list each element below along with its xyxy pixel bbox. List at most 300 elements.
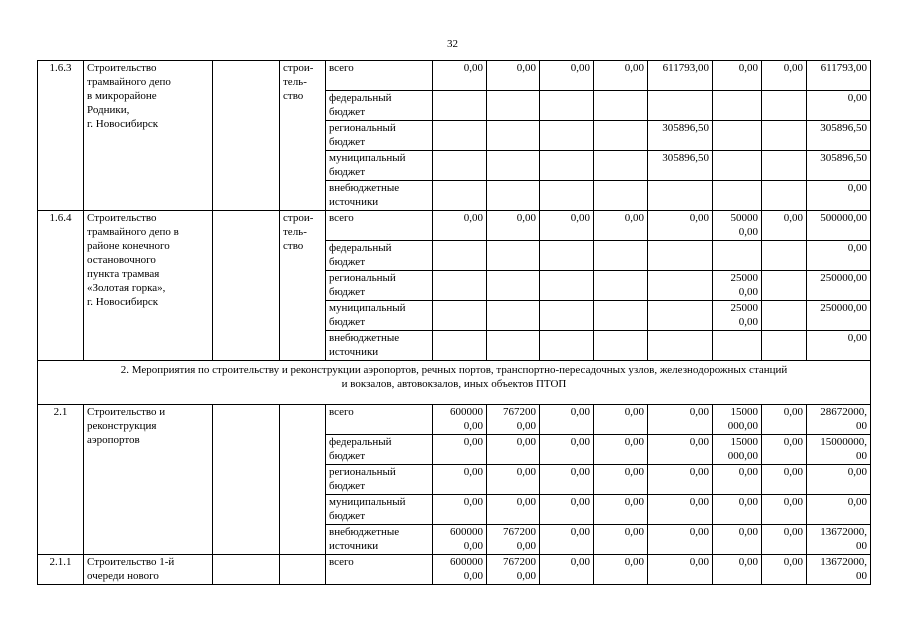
amount-cell	[594, 91, 648, 121]
amount-cell-line: 0,00	[624, 212, 644, 224]
amount-cell	[540, 331, 594, 361]
amount-cell-line: 00	[856, 420, 867, 432]
amount-cell-line: 0,00	[570, 212, 590, 224]
funding-source	[326, 211, 433, 241]
amount-cell	[713, 61, 762, 91]
item-blank	[213, 61, 280, 211]
amount-cell-line: 0,00	[847, 496, 867, 508]
amount-cell	[433, 181, 487, 211]
item-name-line: трамвайного депо	[87, 76, 171, 88]
item-name-line: очереди нового	[87, 570, 159, 582]
amount-cell-line: 0,00	[738, 286, 758, 298]
amount-cell-line: 0,00	[738, 526, 758, 538]
funding-source-line: федеральный	[329, 436, 392, 448]
amount-cell	[433, 331, 487, 361]
amount-cell	[594, 405, 648, 435]
amount-cell-line: 28672000,	[820, 406, 867, 418]
amount-cell	[487, 151, 540, 181]
amount-cell	[487, 181, 540, 211]
amount-cell	[540, 495, 594, 525]
amount-cell-line: 0,00	[783, 556, 803, 568]
item-kind-line: тель-	[283, 76, 307, 88]
amount-cell	[648, 271, 713, 301]
funding-source-line: муниципальный	[329, 152, 406, 164]
amount-cell-line: 000,00	[727, 450, 758, 462]
program-table	[37, 60, 871, 585]
funding-source-line: бюджет	[329, 136, 365, 148]
amount-cell	[807, 465, 871, 495]
amount-cell-line: 0,00	[847, 92, 867, 104]
amount-cell-line: 0,00	[847, 242, 867, 254]
amount-cell	[762, 211, 807, 241]
item-blank	[213, 405, 280, 555]
amount-cell	[807, 525, 871, 555]
amount-cell-line: 0,00	[783, 436, 803, 448]
amount-cell-line: 305896,50	[820, 122, 867, 134]
amount-cell	[713, 331, 762, 361]
amount-cell	[713, 91, 762, 121]
item-kind-line: ство	[283, 240, 304, 252]
amount-cell	[594, 465, 648, 495]
item-name-line: аэропортов	[87, 434, 140, 446]
funding-source	[326, 181, 433, 211]
amount-cell-line: 0,00	[783, 406, 803, 418]
funding-source-line: бюджет	[329, 166, 365, 178]
amount-cell	[762, 181, 807, 211]
amount-cell-line: 0,00	[624, 496, 644, 508]
funding-source-line: источники	[329, 540, 379, 552]
amount-cell	[713, 271, 762, 301]
amount-cell	[433, 241, 487, 271]
amount-cell-line: 00	[856, 450, 867, 462]
item-code	[38, 61, 84, 211]
amount-cell-line: 600000	[450, 406, 483, 418]
amount-cell	[433, 555, 487, 585]
item-name-line: Родники,	[87, 104, 130, 116]
amount-cell	[762, 331, 807, 361]
amount-cell	[540, 241, 594, 271]
amount-cell	[487, 495, 540, 525]
amount-cell	[807, 241, 871, 271]
amount-cell-line: 600000	[450, 526, 483, 538]
amount-cell	[594, 331, 648, 361]
amount-cell-line: 00	[856, 540, 867, 552]
funding-source-line: бюджет	[329, 316, 365, 328]
amount-cell-line: 0,00	[689, 212, 709, 224]
funding-source	[326, 121, 433, 151]
funding-source	[326, 301, 433, 331]
item-kind	[280, 211, 326, 361]
amount-cell	[540, 301, 594, 331]
amount-cell	[540, 211, 594, 241]
amount-cell-line: 0,00	[689, 496, 709, 508]
item-name-line: остановочного	[87, 254, 156, 266]
section-heading	[38, 361, 871, 405]
amount-cell	[807, 121, 871, 151]
amount-cell-line: 0,00	[570, 556, 590, 568]
funding-source-line: источники	[329, 196, 379, 208]
section-heading-line: и вокзалов, автовокзалов, иных объектов ПТОП	[341, 378, 567, 390]
amount-cell	[487, 241, 540, 271]
amount-cell-line: 0,00	[463, 212, 483, 224]
amount-cell-line: 305896,50	[662, 152, 709, 164]
item-name	[84, 211, 213, 361]
amount-cell	[762, 465, 807, 495]
amount-cell	[648, 331, 713, 361]
amount-cell-line: 0,00	[463, 466, 483, 478]
item-name-line: районе конечного	[87, 240, 170, 252]
item-kind	[280, 405, 326, 555]
amount-cell	[433, 525, 487, 555]
amount-cell	[594, 121, 648, 151]
amount-cell-line: 305896,50	[820, 152, 867, 164]
item-name-line: г. Новосибирск	[87, 296, 159, 308]
funding-source-line: региональный	[329, 122, 396, 134]
amount-cell	[594, 435, 648, 465]
amount-cell-line: 0,00	[570, 62, 590, 74]
amount-cell	[762, 151, 807, 181]
amount-cell-line: 767200	[503, 526, 536, 538]
amount-cell-line: 0,00	[783, 526, 803, 538]
amount-cell-line: 50000	[730, 212, 758, 224]
amount-cell-line: 611793,00	[820, 62, 867, 74]
page-number: 32	[447, 38, 458, 50]
amount-cell	[540, 181, 594, 211]
amount-cell	[433, 61, 487, 91]
amount-cell	[648, 495, 713, 525]
item-kind	[280, 61, 326, 211]
amount-cell-line: 0,00	[624, 62, 644, 74]
amount-cell	[487, 405, 540, 435]
amount-cell	[540, 91, 594, 121]
item-name-line: г. Новосибирск	[87, 118, 159, 130]
amount-cell	[762, 435, 807, 465]
amount-cell	[540, 151, 594, 181]
amount-cell	[762, 405, 807, 435]
amount-cell	[594, 555, 648, 585]
amount-cell-line: 0,00	[847, 466, 867, 478]
amount-cell-line: 15000000,	[820, 436, 867, 448]
item-code-line: 2.1	[53, 406, 68, 418]
item-kind-line: ство	[283, 90, 304, 102]
amount-cell	[762, 271, 807, 301]
item-name-line: Строительство 1-й	[87, 556, 175, 568]
amount-cell-line: 25000	[730, 302, 758, 314]
item-code-line: 2.1.1	[49, 556, 72, 568]
amount-cell	[713, 151, 762, 181]
amount-cell	[807, 555, 871, 585]
amount-cell-line: 0,00	[689, 406, 709, 418]
amount-cell	[713, 495, 762, 525]
amount-cell	[762, 61, 807, 91]
amount-cell	[540, 61, 594, 91]
item-name-line: в микрорайоне	[87, 90, 157, 102]
amount-cell	[807, 211, 871, 241]
amount-cell	[594, 495, 648, 525]
table-row	[38, 405, 871, 435]
amount-cell	[540, 121, 594, 151]
amount-cell	[648, 555, 713, 585]
funding-source-line: федеральный	[329, 242, 392, 254]
amount-cell	[713, 525, 762, 555]
amount-cell	[762, 495, 807, 525]
funding-source	[326, 495, 433, 525]
amount-cell-line: 250000,00	[820, 302, 867, 314]
item-name-line: «Золотая горка»,	[87, 282, 166, 294]
amount-cell	[433, 151, 487, 181]
amount-cell	[648, 525, 713, 555]
amount-cell-line: 0,00	[516, 62, 536, 74]
table-row	[38, 555, 871, 585]
funding-source	[326, 271, 433, 301]
funding-source-line: всего	[329, 406, 354, 418]
funding-source-line: региональный	[329, 272, 396, 284]
funding-source-line: региональный	[329, 466, 396, 478]
item-kind-line: строи-	[283, 212, 314, 224]
amount-cell	[648, 91, 713, 121]
item-name-line: Строительство и	[87, 406, 166, 418]
amount-cell-line: 0,00	[738, 316, 758, 328]
item-name-line: пункта трамвая	[87, 268, 160, 280]
amount-cell-line: 0,00	[624, 466, 644, 478]
amount-cell-line: 0,00	[624, 556, 644, 568]
funding-source	[326, 151, 433, 181]
funding-source-line: муниципальный	[329, 496, 406, 508]
amount-cell	[487, 61, 540, 91]
funding-source	[326, 91, 433, 121]
amount-cell-line: 0,00	[624, 526, 644, 538]
item-blank	[213, 211, 280, 361]
amount-cell-line: 0,00	[738, 226, 758, 238]
amount-cell	[713, 181, 762, 211]
item-code	[38, 405, 84, 555]
amount-cell-line: 0,00	[689, 526, 709, 538]
amount-cell	[807, 91, 871, 121]
item-kind	[280, 555, 326, 585]
amount-cell	[713, 241, 762, 271]
amount-cell-line: 0,00	[516, 466, 536, 478]
item-code-line: 1.6.3	[49, 62, 72, 74]
amount-cell-line: 0,00	[463, 570, 483, 582]
amount-cell-line: 0,00	[516, 436, 536, 448]
item-code	[38, 555, 84, 585]
section-heading-row	[38, 361, 871, 405]
funding-source-line: бюджет	[329, 106, 365, 118]
amount-cell-line: 0,00	[463, 496, 483, 508]
amount-cell-line: 767200	[503, 406, 536, 418]
amount-cell	[540, 555, 594, 585]
amount-cell	[762, 525, 807, 555]
amount-cell-line: 0,00	[689, 466, 709, 478]
amount-cell	[762, 91, 807, 121]
amount-cell	[807, 301, 871, 331]
amount-cell	[807, 405, 871, 435]
amount-cell	[487, 331, 540, 361]
amount-cell-line: 600000	[450, 556, 483, 568]
amount-cell-line: 0,00	[783, 62, 803, 74]
amount-cell-line: 0,00	[689, 436, 709, 448]
amount-cell-line: 0,00	[516, 496, 536, 508]
amount-cell-line: 305896,50	[662, 122, 709, 134]
amount-cell	[433, 301, 487, 331]
funding-source-line: бюджет	[329, 450, 365, 462]
amount-cell	[648, 465, 713, 495]
amount-cell	[807, 435, 871, 465]
amount-cell	[433, 121, 487, 151]
amount-cell-line: 0,00	[847, 332, 867, 344]
item-name-line: Строительство	[87, 212, 157, 224]
amount-cell	[594, 151, 648, 181]
funding-source	[326, 405, 433, 435]
amount-cell	[540, 405, 594, 435]
amount-cell	[433, 91, 487, 121]
item-name-line: Строительство	[87, 62, 157, 74]
amount-cell-line: 0,00	[516, 212, 536, 224]
amount-cell-line: 0,00	[463, 540, 483, 552]
amount-cell-line: 0,00	[463, 62, 483, 74]
amount-cell-line: 25000	[730, 272, 758, 284]
amount-cell-line: 0,00	[570, 436, 590, 448]
amount-cell	[594, 271, 648, 301]
amount-cell-line: 0,00	[570, 466, 590, 478]
funding-source	[326, 555, 433, 585]
amount-cell	[807, 331, 871, 361]
amount-cell	[713, 555, 762, 585]
amount-cell	[594, 181, 648, 211]
amount-cell-line: 500000,00	[820, 212, 867, 224]
funding-source-line: внебюджетные	[329, 332, 400, 344]
item-name-line: трамвайного депо в	[87, 226, 179, 238]
amount-cell	[648, 121, 713, 151]
amount-cell-line: 0,00	[783, 212, 803, 224]
funding-source-line: источники	[329, 346, 379, 358]
amount-cell-line: 250000,00	[820, 272, 867, 284]
amount-cell-line: 767200	[503, 556, 536, 568]
funding-source-line: бюджет	[329, 480, 365, 492]
amount-cell-line: 0,00	[570, 496, 590, 508]
table-row	[38, 61, 871, 91]
amount-cell	[762, 301, 807, 331]
amount-cell-line: 13672000,	[820, 556, 867, 568]
amount-cell-line: 0,00	[624, 436, 644, 448]
amount-cell	[807, 151, 871, 181]
amount-cell-line: 0,00	[783, 466, 803, 478]
amount-cell-line: 0,00	[738, 496, 758, 508]
amount-cell	[540, 271, 594, 301]
amount-cell	[648, 405, 713, 435]
amount-cell	[487, 555, 540, 585]
funding-source	[326, 331, 433, 361]
amount-cell	[540, 525, 594, 555]
amount-cell	[648, 211, 713, 241]
amount-cell-line: 0,00	[738, 556, 758, 568]
funding-source-line: всего	[329, 212, 354, 224]
amount-cell	[487, 525, 540, 555]
amount-cell-line: 0,00	[847, 182, 867, 194]
item-blank	[213, 555, 280, 585]
amount-cell	[540, 465, 594, 495]
amount-cell-line: 0,00	[570, 526, 590, 538]
amount-cell-line: 000,00	[727, 420, 758, 432]
amount-cell	[433, 211, 487, 241]
amount-cell	[807, 271, 871, 301]
amount-cell	[807, 181, 871, 211]
amount-cell	[648, 241, 713, 271]
section-heading-line: 2. Мероприятия по строительству и реконструкции аэропортов, речных портов, транспортно-пересадочных узлов, железнодорожных станций	[120, 364, 788, 376]
amount-cell	[762, 555, 807, 585]
amount-cell	[487, 121, 540, 151]
amount-cell	[648, 435, 713, 465]
funding-source-line: муниципальный	[329, 302, 406, 314]
funding-source	[326, 61, 433, 91]
amount-cell	[713, 465, 762, 495]
amount-cell	[648, 151, 713, 181]
amount-cell-line: 15000	[730, 406, 758, 418]
amount-cell	[487, 211, 540, 241]
item-code-line: 1.6.4	[49, 212, 72, 224]
amount-cell	[594, 301, 648, 331]
funding-source-line: бюджет	[329, 510, 365, 522]
amount-cell-line: 0,00	[463, 436, 483, 448]
amount-cell	[487, 271, 540, 301]
amount-cell	[487, 435, 540, 465]
amount-cell-line: 00	[856, 570, 867, 582]
amount-cell	[433, 405, 487, 435]
amount-cell	[713, 405, 762, 435]
amount-cell-line: 0,00	[516, 570, 536, 582]
item-kind-line: строи-	[283, 62, 314, 74]
amount-cell	[433, 271, 487, 301]
amount-cell	[433, 495, 487, 525]
amount-cell	[487, 301, 540, 331]
amount-cell-line: 15000	[730, 436, 758, 448]
funding-source-line: внебюджетные	[329, 526, 400, 538]
funding-source-line: бюджет	[329, 286, 365, 298]
amount-cell-line: 0,00	[516, 540, 536, 552]
amount-cell	[433, 435, 487, 465]
amount-cell	[594, 211, 648, 241]
amount-cell	[487, 465, 540, 495]
table-row	[38, 211, 871, 241]
amount-cell-line: 13672000,	[820, 526, 867, 538]
funding-source-line: всего	[329, 62, 354, 74]
amount-cell	[433, 465, 487, 495]
item-name-line: реконструкция	[87, 420, 157, 432]
amount-cell-line: 0,00	[624, 406, 644, 418]
amount-cell-line: 0,00	[738, 62, 758, 74]
amount-cell	[807, 495, 871, 525]
funding-source-line: федеральный	[329, 92, 392, 104]
funding-source	[326, 465, 433, 495]
amount-cell	[594, 525, 648, 555]
amount-cell-line: 0,00	[783, 496, 803, 508]
amount-cell	[713, 435, 762, 465]
item-name	[84, 405, 213, 555]
amount-cell-line: 0,00	[570, 406, 590, 418]
item-code	[38, 211, 84, 361]
amount-cell	[487, 91, 540, 121]
amount-cell	[648, 181, 713, 211]
funding-source	[326, 435, 433, 465]
amount-cell	[648, 301, 713, 331]
amount-cell-line: 0,00	[738, 466, 758, 478]
amount-cell-line: 611793,00	[662, 62, 709, 74]
amount-cell-line: 0,00	[689, 556, 709, 568]
amount-cell	[762, 121, 807, 151]
amount-cell-line: 0,00	[516, 420, 536, 432]
funding-source-line: бюджет	[329, 256, 365, 268]
amount-cell	[594, 61, 648, 91]
